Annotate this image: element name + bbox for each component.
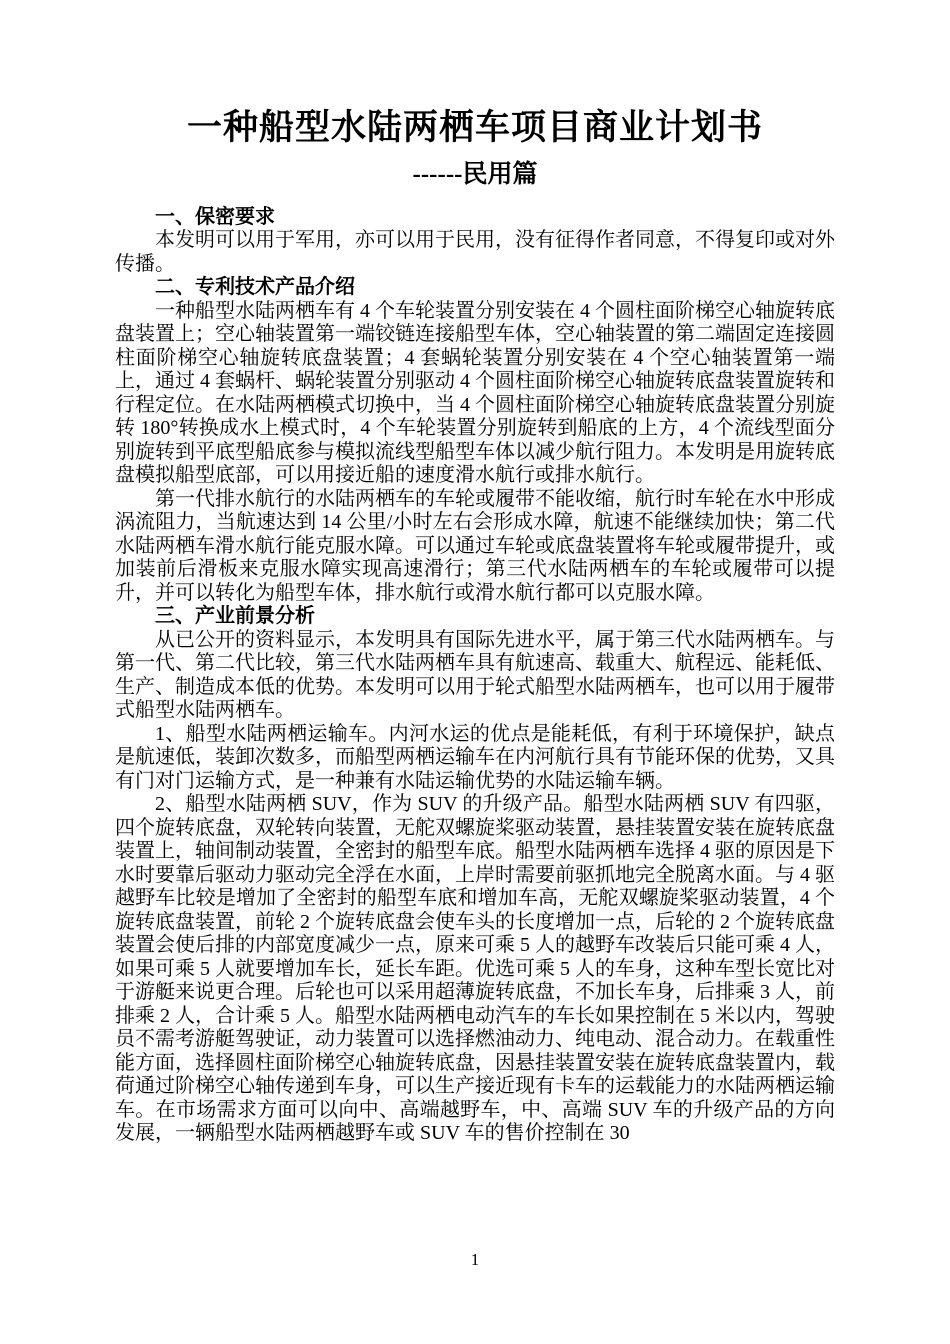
section-confidentiality — [115, 206, 835, 277]
paragraph: 一种船型水陆两栖车有 4 个车轮装置分别安装在 4 个圆柱面阶梯空心轴旋转底盘装置上；空心轴装置第一端铰链连接船型车体，空心轴装置的第二端固定连接圆柱面阶梯空心轴旋转底盘装置；4 套蜗轮装置分别安装在 4 个空心轴装置第一端上，通过 4 套蜗杆、蜗轮装置分别驱动 4 个圆柱面阶梯空心轴旋转底盘装置旋转和行程定位。在水陆两栖模式切换中，当 4 个圆柱面阶梯空心轴旋转底盘装置分别旋转 180°转换成水上模式时，4 个车轮装置分别旋转到船底的上方，4 个流线型面分别旋转到平底型船底参与模拟流线型船型车体以减少航行阻力。本发明是用旋转底盘模拟船型底部，可以用接近船的速度滑水航行或排水航行。 — [115, 299, 835, 487]
section-patent-product-intro — [115, 276, 835, 605]
paragraph: 2、船型水陆两栖 SUV，作为 SUV 的升级产品。船型水陆两栖 SUV 有四驱，四个旋转底盘，双轮转向装置，无舵双螺旋桨驱动装置，悬挂装置安装在旋转底盘装置上，轴间制动装置，全密封的船型车底。船型水陆两栖车选择 4 驱的原因是下水时要靠后驱动力驱动完全浮在水面，上岸时需要前驱抓地完全脱离水面。与 4 驱越野车比较是增加了全密封的船型车底和增加车高，无舵双螺旋桨驱动装置，4 个旋转底盘装置，前轮 2 个旋转底盘会使车头的长度增加一点，后轮的 2 个旋转底盘装置会使后排的内部宽度减少一点，原来可乘 5 人的越野车改装后只能可乘 4 人，如果可乘 5 人就要增加车长，延长车距。优选可乘 5 人的车身，这种车型长宽比对于游艇来说更合理。后轮也可以采用超薄旋转底盘，不加长车身，后排乘 3 人，前排乘 2 人，合计乘 5 人。船型水陆两栖电动汽车的车长如果控制在 5 米以内，驾驶员不需考游艇驾驶证，动力装置可以选择燃油动力、纯电动、混合动力。在载重性能方面，选择圆柱面阶梯空心轴旋转底盘，因悬挂装置安装在旋转底盘装置内，载荷通过阶梯空心轴传递到车身，可以生产接近现有卡车的运载能力的水陆两栖运输车。在市场需求方面可以向中、高端越野车，中、高端 SUV 车的升级产品的方向发展，一辆船型水陆两栖越野车或 SUV 车的售价控制在 30 — [115, 793, 835, 1145]
paragraph: 第一代排水航行的水陆两栖车的车轮或履带不能收缩，航行时车轮在水中形成涡流阻力，当航速达到 14 公里/小时左右会形成水障，航速不能继续加快；第二代水陆两栖车滑水航行能克服水障。可以通过车轮或底盘装置将车轮或履带提升，或加装前后滑板来克服水障实现高速滑行；第三代水陆两栖车的车轮或履带可以提升，并可以转化为船型车体，排水航行或滑水航行都可以克服水障。 — [115, 487, 835, 604]
document-body — [115, 206, 835, 1146]
section-industry-prospect — [115, 605, 835, 1146]
section-heading-confidentiality: 一、保密要求 — [155, 205, 275, 228]
paragraph: 从已公开的资料显示，本发明具有国际先进水平，属于第三代水陆两栖车。与第一代、第二代比较，第三代水陆两栖车具有航速高、载重大、航程远、能耗低、生产、制造成本低的优势。本发明可以用于轮式船型水陆两栖车，也可以用于履带式船型水陆两栖车。 — [115, 628, 835, 722]
document-title: 一种船型水陆两栖车项目商业计划书 — [186, 108, 763, 147]
section-heading-industry-prospect: 三、产业前景分析 — [155, 605, 315, 628]
document-subtitle: ------民用篇 — [412, 160, 538, 188]
paragraph: 本发明可以用于军用，亦可以用于民用，没有征得作者同意，不得复印或对外传播。 — [115, 229, 835, 275]
page-number: 1 — [470, 1250, 480, 1269]
section-heading-patent-product-intro: 二、专利技术产品介绍 — [155, 276, 355, 299]
paragraph: 1、船型水陆两栖运输车。内河水运的优点是能耗低，有利于环境保护，缺点是航速低，装卸次数多，而船型两栖运输车在内河航行具有节能环保的优势，又具有门对门运输方式，是一种兼有水陆运输优势的水陆运输车辆。 — [115, 722, 835, 792]
